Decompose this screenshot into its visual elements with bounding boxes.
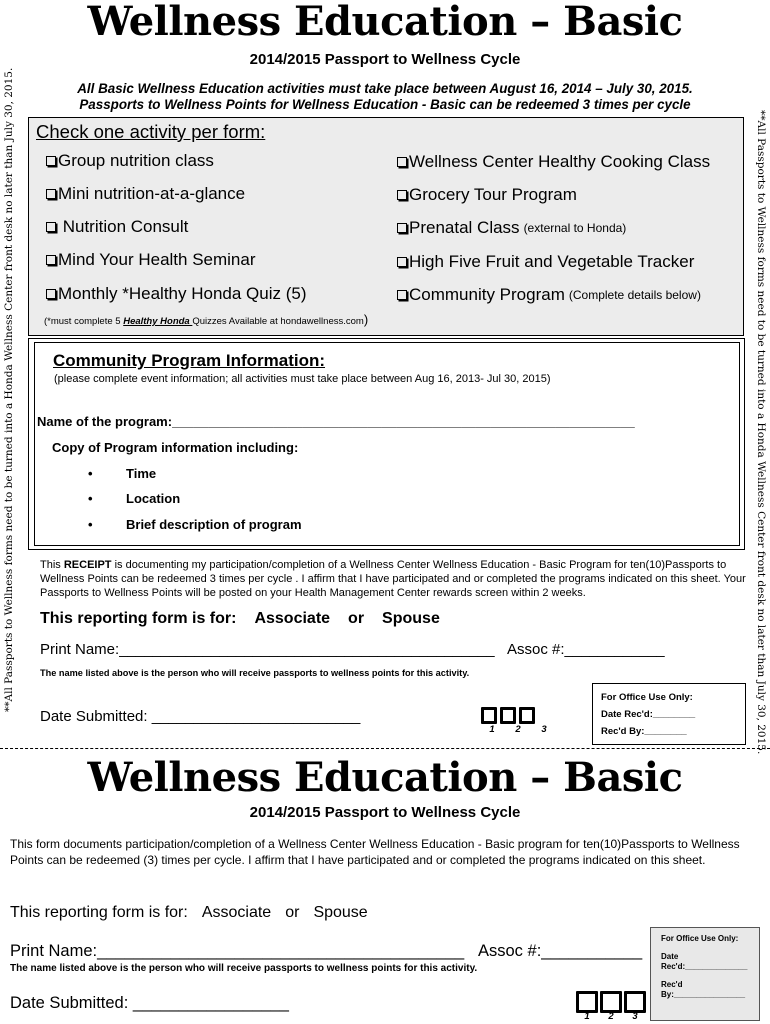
date-range-note: All Basic Wellness Education activities must take place between August 16, 2014 – July 30, 2015. <box>77 81 693 96</box>
associate-option[interactable]: Associate <box>254 610 331 627</box>
bottom-tally-boxes <box>576 991 647 1022</box>
name-note: The name listed above is the person who will receive passports to wellness points for this activity. <box>40 668 470 678</box>
bottom-print-name-field[interactable]: Print Name:________________________________________ <box>10 942 465 960</box>
bullet-icon: • <box>88 517 93 532</box>
bottom-subtitle: 2014/2015 Passport to Wellness Cycle <box>249 804 521 821</box>
bottom-tally-numbers: 1 2 3 <box>584 1011 638 1022</box>
date-submitted-field[interactable]: Date Submitted: _________________________ <box>40 708 361 725</box>
checkbox-icon[interactable] <box>397 257 407 267</box>
activity-mini-nutrition[interactable]: Mini nutrition-at-a-glance <box>46 184 245 204</box>
bottom-office-date-received: Date Rec'd:______________ <box>661 952 748 971</box>
checkbox-icon[interactable] <box>397 290 407 300</box>
bottom-name-note: The name listed above is the person who will receive passports to wellness points for this activity. <box>10 963 478 974</box>
cycle-subtitle: 2014/2015 Passport to Wellness Cycle <box>249 51 521 68</box>
checkbox-icon[interactable] <box>46 156 56 166</box>
bottom-tally-box-2[interactable] <box>600 991 622 1013</box>
community-note: (please complete event information; all activities must take place between Aug 16, 2013- Jul 30, 2015) <box>54 373 551 385</box>
bullet-icon: • <box>88 491 93 506</box>
info-item-location: Location <box>126 491 181 506</box>
activity-community-program[interactable]: Community Program (Complete details below) <box>397 285 701 305</box>
assoc-number-field[interactable]: Assoc #:____________ <box>507 641 665 658</box>
side-note-right: **All Passports to Wellness forms need to be turned into a Honda Wellness Center front desk no later than July 30, 2015. <box>755 110 767 755</box>
quiz-requirement-note: (*must complete 5 Healthy Honda Quizzes Available at hondawellness.com) <box>44 312 369 327</box>
info-item-time: Time <box>126 466 157 481</box>
print-name-field[interactable]: Print Name:_____________________________________________ <box>40 641 495 658</box>
bottom-form-statement: This form documents participation/completion of a Wellness Center Wellness Education - Basic program for ten(10)Passports to Wellness Points can be redeemed (3) times per cycle. I affirm that I have participated and or completed the programs indicated on this sheet. <box>10 837 740 867</box>
program-name-field[interactable]: Name of the program:________________________________________________________________ <box>37 414 635 429</box>
spouse-option[interactable]: Spouse <box>382 610 440 627</box>
bottom-office-use-box <box>650 927 760 1021</box>
activity-high-five-tracker[interactable]: High Five Fruit and Vegetable Tracker <box>397 252 694 272</box>
tally-box-2[interactable] <box>500 707 516 724</box>
bottom-assoc-number-field[interactable]: Assoc #:___________ <box>478 942 643 960</box>
checkbox-icon[interactable] <box>46 222 56 232</box>
checkbox-icon[interactable] <box>46 255 56 265</box>
activity-mind-your-health[interactable]: Mind Your Health Seminar <box>46 250 256 270</box>
bottom-tally-box-3[interactable] <box>624 991 646 1013</box>
office-use-title: For Office Use Only: <box>601 692 693 703</box>
bottom-office-use-title: For Office Use Only: <box>661 934 739 943</box>
activity-prenatal-class[interactable]: Prenatal Class (external to Honda) <box>397 218 626 238</box>
checkbox-icon[interactable] <box>46 189 56 199</box>
bottom-or-label: or <box>285 904 300 921</box>
office-received-by: Rec'd By:________ <box>601 726 687 737</box>
activity-group-nutrition[interactable]: Group nutrition class <box>46 151 214 171</box>
info-item-description: Brief description of program <box>126 517 302 532</box>
activity-nutrition-consult[interactable]: Nutrition Consult <box>46 217 188 237</box>
bottom-reporting-row: This reporting form is for: Associate or Spouse <box>10 904 368 921</box>
or-label: or <box>348 610 365 627</box>
office-use-box <box>592 683 746 745</box>
checkbox-icon[interactable] <box>397 223 407 233</box>
checkbox-icon[interactable] <box>397 157 407 167</box>
tally-box-3[interactable] <box>519 707 535 724</box>
side-note-left: **All Passports to Wellness forms need to be turned into a Honda Wellness Center front desk no later than July 30, 2015. <box>3 67 15 712</box>
activity-healthy-cooking[interactable]: Wellness Center Healthy Cooking Class <box>397 152 710 172</box>
bullet-icon: • <box>88 466 93 481</box>
page-title: Wellness Education – Basic <box>87 0 683 45</box>
activity-healthy-honda-quiz[interactable]: Monthly *Healthy Honda Quiz (5) <box>46 284 307 304</box>
checkbox-icon[interactable] <box>46 289 56 299</box>
bottom-date-submitted-field[interactable]: Date Submitted: _________________ <box>10 994 289 1012</box>
copy-info-label: Copy of Program information including: <box>52 440 299 455</box>
community-title: Community Program Information: <box>53 351 326 370</box>
reporting-for-row: This reporting form is for: Associate or Spouse <box>40 610 440 627</box>
receipt-statement: This RECEIPT is documenting my participation/completion of a Wellness Center Wellness Education - Basic Program for ten(10)Passports to Wellness Points can be redeemed 3 times per cycle . I affirm that I have participated and or completed the programs indicated on this sheet. Your Passports to Wellness Points will be posted on your Health Management Center rewards screen within 2 weeks. <box>40 559 746 599</box>
cut-line <box>0 748 770 749</box>
bottom-office-received-by: Rec'd By:________________ <box>661 980 746 999</box>
office-date-received: Date Rec'd:________ <box>601 709 696 720</box>
redeem-note: Passports to Wellness Points for Wellness Education - Basic can be redeemed 3 times per cycle <box>79 97 691 112</box>
bottom-tally-box-1[interactable] <box>576 991 598 1013</box>
checkbox-icon[interactable] <box>397 190 407 200</box>
bottom-associate-option[interactable]: Associate <box>201 904 272 921</box>
bottom-title: Wellness Education – Basic <box>87 754 683 801</box>
tally-box-1[interactable] <box>481 707 497 724</box>
tally-numbers: 1 2 3 <box>489 724 547 735</box>
tally-boxes <box>481 707 557 735</box>
activity-heading: Check one activity per form: <box>36 121 266 142</box>
bottom-spouse-option[interactable]: Spouse <box>313 904 368 921</box>
activity-grocery-tour[interactable]: Grocery Tour Program <box>397 185 577 205</box>
